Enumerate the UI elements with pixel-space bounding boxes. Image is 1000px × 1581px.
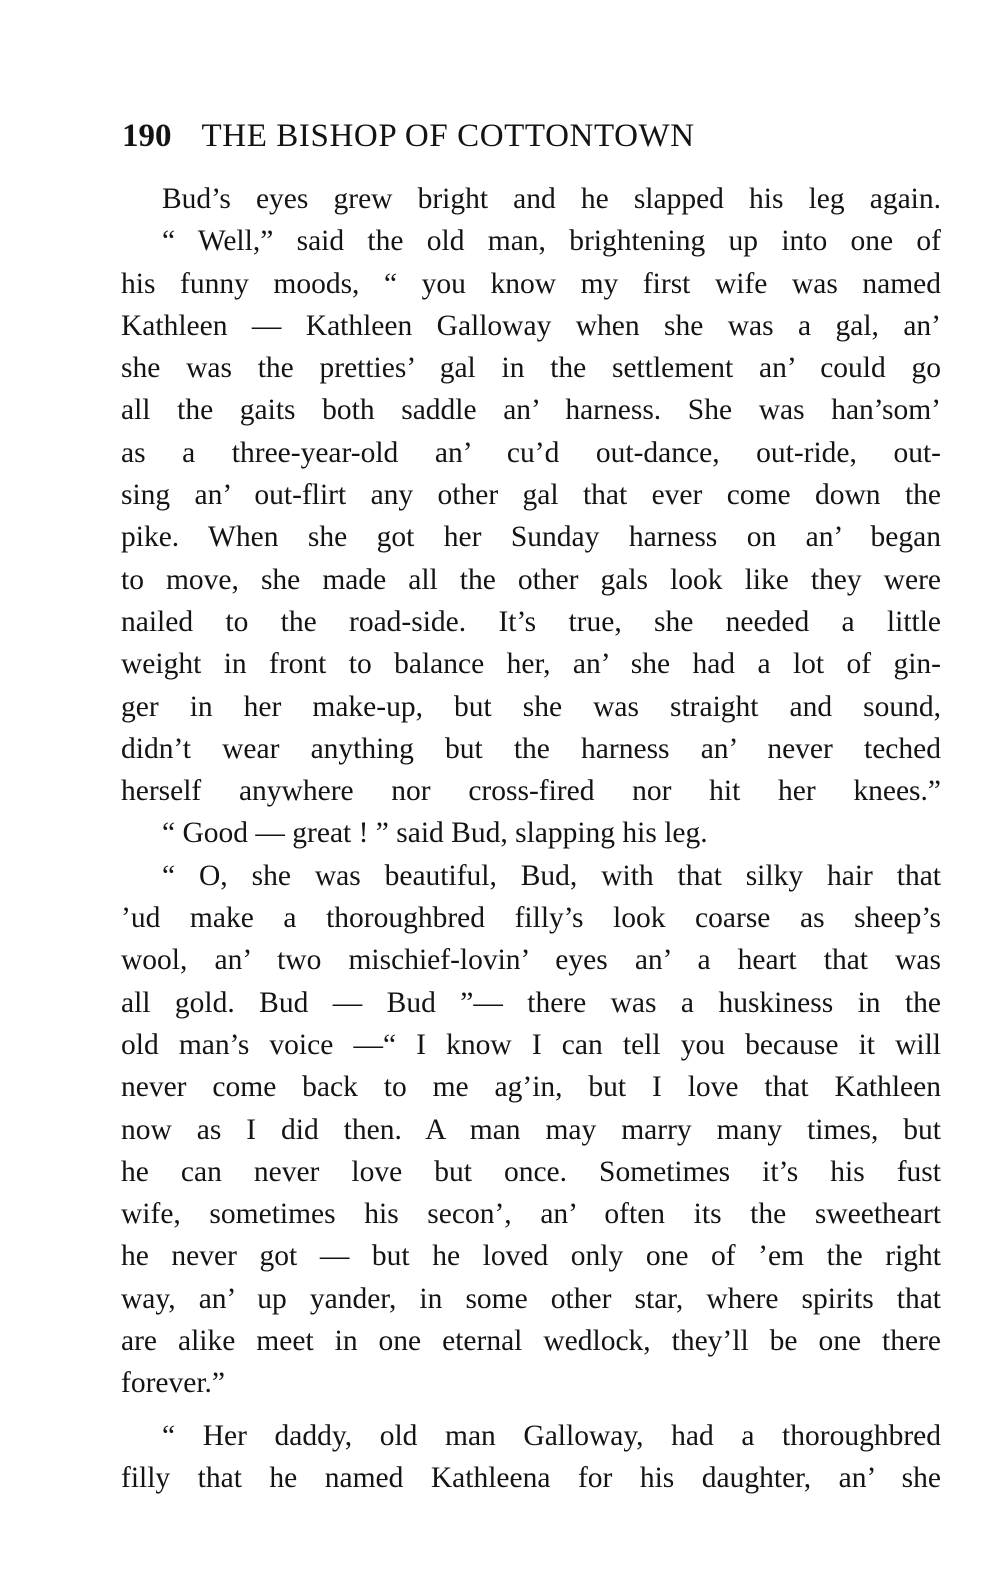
text-line: pike. When she got her Sunday harness on an’ began bbox=[121, 521, 941, 554]
text-line: old man’s voice —“ I know I can tell you because it will bbox=[121, 1028, 941, 1061]
text-line: are alike meet in one eternal wedlock, they’ll be one there bbox=[121, 1325, 941, 1358]
text-line: now as I did then. A man may marry many times, but bbox=[121, 1113, 941, 1146]
text-line: herself anywhere nor cross-fired nor hit her knees.” bbox=[121, 775, 941, 808]
text-line: wool, an’ two mischief-lovin’ eyes an’ a heart that was bbox=[121, 944, 941, 977]
text-line: sing an’ out-flirt any other gal that ever come down the bbox=[121, 479, 941, 512]
text-line: filly that he named Kathleena for his daughter, an’ she bbox=[121, 1461, 941, 1494]
text-line: all the gaits both saddle an’ harness. She was han’som’ bbox=[121, 394, 941, 427]
text-line: Kathleen — Kathleen Galloway when she was a gal, an’ bbox=[121, 309, 941, 342]
text-line: “ O, she was beautiful, Bud, with that silky hair that bbox=[162, 859, 941, 892]
text-line: he can never love but once. Sometimes it’s his fust bbox=[121, 1155, 941, 1188]
text-line: as a three-year-old an’ cu’d out-dance, out-ride, out- bbox=[121, 436, 941, 469]
text-line: didn’t wear anything but the harness an’ never teched bbox=[121, 732, 941, 765]
page-number: 190 bbox=[122, 118, 172, 154]
text-line: “ Her daddy, old man Galloway, had a thoroughbred bbox=[162, 1419, 941, 1452]
text-line: forever.” bbox=[121, 1367, 225, 1400]
text-line: weight in front to balance her, an’ she had a lot of gin- bbox=[121, 648, 941, 681]
text-line: Bud’s eyes grew bright and he slapped his leg again. bbox=[162, 183, 941, 215]
page-header bbox=[122, 114, 842, 158]
text-line: ’ud make a thoroughbred filly’s look coarse as sheep’s bbox=[121, 902, 941, 935]
text-line: all gold. Bud — Bud ”— there was a huskiness in the bbox=[121, 986, 941, 1019]
text-line: to move, she made all the other gals look like they were bbox=[121, 563, 941, 596]
text-line: his funny moods, “ you know my first wife was named bbox=[121, 267, 941, 300]
text-line: way, an’ up yander, in some other star, where spirits that bbox=[121, 1282, 941, 1315]
text-line: ger in her make-up, but she was straight and sound, bbox=[121, 690, 941, 723]
text-line: wife, sometimes his secon’, an’ often its the sweetheart bbox=[121, 1198, 941, 1231]
text-line: he never got — but he loved only one of ’em the right bbox=[121, 1240, 941, 1273]
running-title: THE BISHOP OF COTTONTOWN bbox=[201, 118, 695, 154]
text-line: “ Well,” said the old man, brightening up into one of bbox=[162, 225, 941, 258]
body-text bbox=[121, 178, 941, 1499]
text-line: nailed to the road-side. It’s true, she needed a little bbox=[121, 605, 941, 638]
text-line: “ Good — great ! ” said Bud, slapping his leg. bbox=[162, 817, 708, 850]
text-line: she was the pretties’ gal in the settlement an’ could go bbox=[121, 352, 941, 385]
text-line: never come back to me ag’in, but I love that Kathleen bbox=[121, 1071, 941, 1104]
